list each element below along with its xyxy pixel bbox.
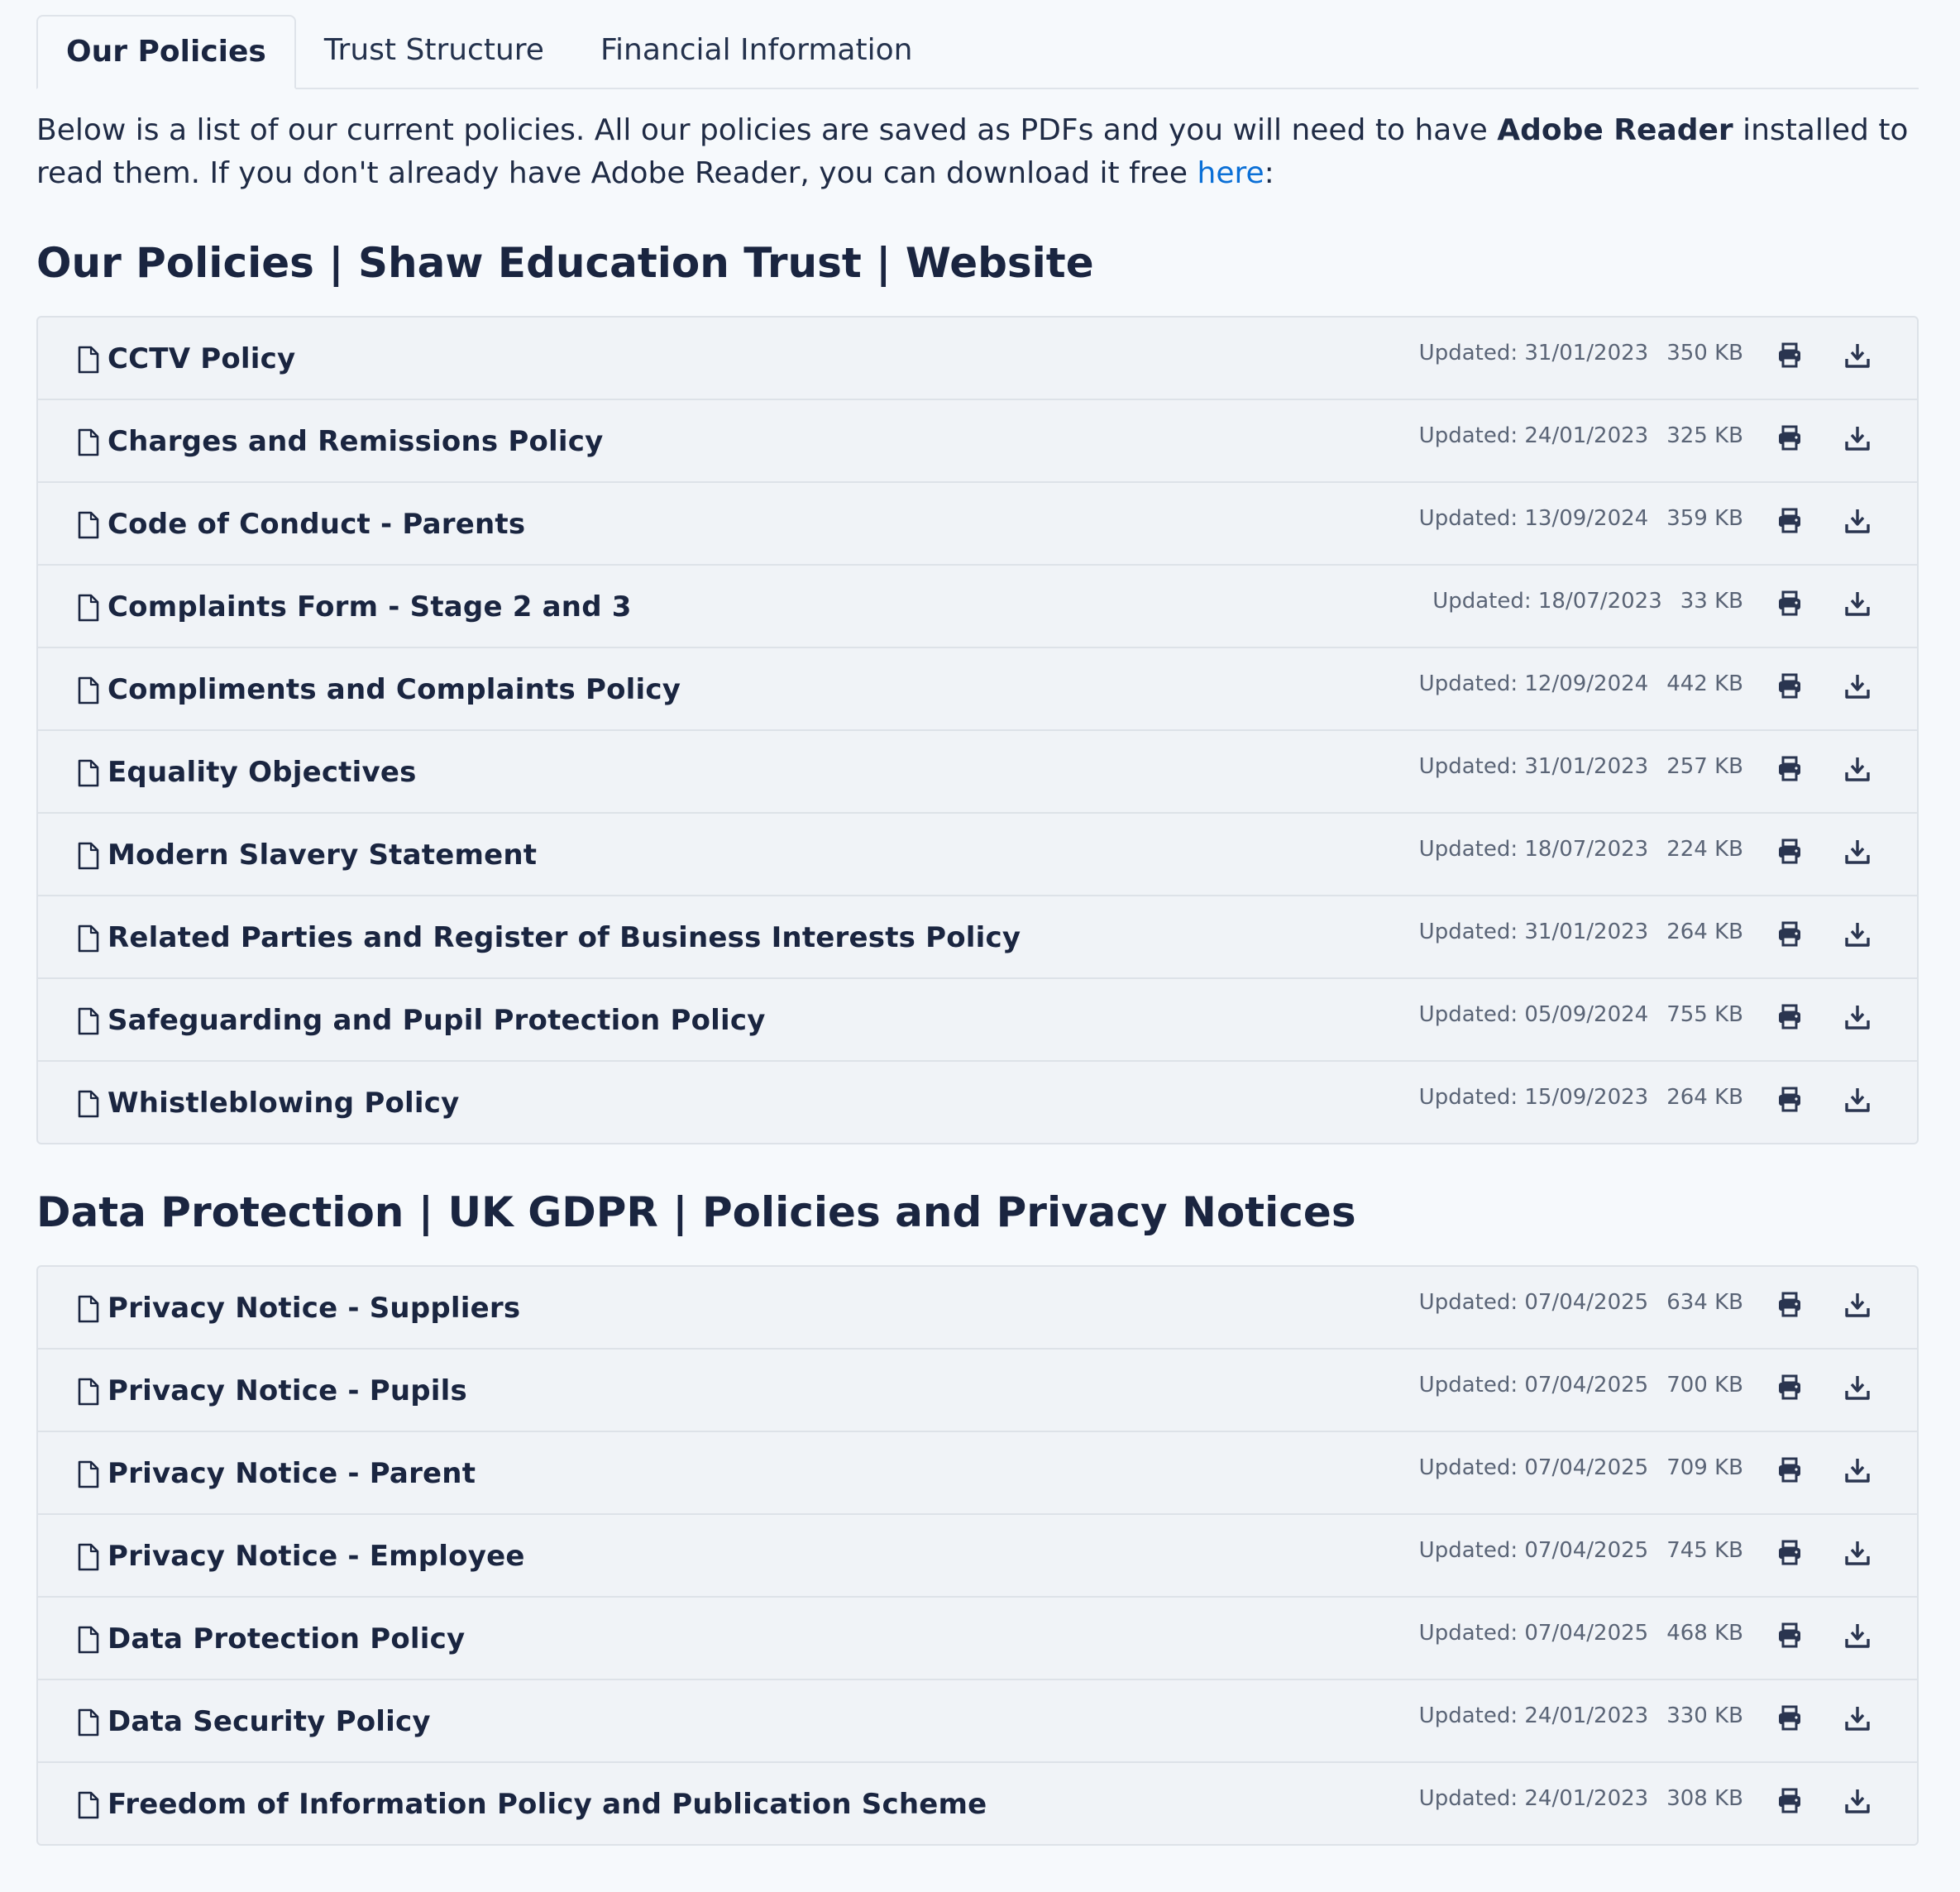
policy-title[interactable]: Whistleblowing Policy bbox=[108, 1087, 460, 1120]
policy-meta bbox=[1419, 1287, 1743, 1318]
tab-financial-information[interactable]: Financial Information bbox=[600, 33, 913, 67]
policy-row[interactable] bbox=[38, 648, 1917, 731]
updated-date: Updated: 18/07/2023 bbox=[1418, 837, 1649, 862]
tab-bar bbox=[36, 15, 1919, 89]
policy-row[interactable] bbox=[38, 1062, 1917, 1143]
policy-row[interactable] bbox=[38, 318, 1917, 400]
section-heading: Our Policies | Shaw Education Trust | Website bbox=[36, 239, 1094, 287]
updated-date: Updated: 31/01/2023 bbox=[1418, 754, 1649, 779]
printer-icon[interactable] bbox=[1775, 754, 1805, 784]
file-icon bbox=[78, 428, 99, 456]
file-size: 257 KB bbox=[1666, 754, 1743, 779]
file-size: 359 KB bbox=[1666, 506, 1743, 531]
download-icon[interactable] bbox=[1843, 1455, 1872, 1485]
policy-row[interactable] bbox=[38, 1515, 1917, 1598]
file-size: 634 KB bbox=[1666, 1290, 1743, 1315]
download-icon[interactable] bbox=[1843, 754, 1872, 784]
printer-icon[interactable] bbox=[1775, 423, 1805, 453]
policy-row[interactable] bbox=[38, 483, 1917, 566]
updated-date: Updated: 18/07/2023 bbox=[1432, 589, 1662, 614]
policy-meta bbox=[1419, 420, 1743, 452]
file-icon bbox=[78, 1460, 99, 1488]
file-icon bbox=[78, 1708, 99, 1737]
file-icon bbox=[78, 842, 99, 870]
printer-icon[interactable] bbox=[1775, 1002, 1805, 1032]
policy-meta bbox=[1419, 1452, 1743, 1484]
tab-our-policies[interactable]: Our Policies bbox=[36, 15, 296, 89]
page bbox=[36, 15, 1919, 1846]
file-icon bbox=[78, 511, 99, 539]
section-heading: Data Protection | UK GDPR | Policies and Privacy Notices bbox=[36, 1188, 1356, 1236]
policy-title[interactable]: Complaints Form - Stage 2 and 3 bbox=[108, 590, 632, 624]
printer-icon[interactable] bbox=[1775, 837, 1805, 867]
download-icon[interactable] bbox=[1843, 1786, 1872, 1816]
policy-title[interactable]: CCTV Policy bbox=[108, 342, 296, 375]
policy-meta bbox=[1419, 337, 1743, 369]
policy-row[interactable] bbox=[38, 1432, 1917, 1515]
policy-row[interactable] bbox=[38, 979, 1917, 1062]
policy-meta bbox=[1419, 503, 1743, 534]
updated-date: Updated: 13/09/2024 bbox=[1418, 506, 1649, 531]
download-icon[interactable] bbox=[1843, 920, 1872, 949]
file-size: 755 KB bbox=[1666, 1002, 1743, 1027]
policy-meta bbox=[1419, 1783, 1743, 1814]
download-icon[interactable] bbox=[1843, 506, 1872, 536]
policy-row[interactable] bbox=[38, 1763, 1917, 1844]
file-size: 700 KB bbox=[1666, 1373, 1743, 1398]
file-icon bbox=[78, 1007, 99, 1035]
policy-title[interactable]: Related Parties and Register of Business Interests Policy bbox=[108, 921, 1021, 954]
policy-meta bbox=[1432, 585, 1743, 617]
printer-icon[interactable] bbox=[1775, 506, 1805, 536]
file-size: 264 KB bbox=[1666, 920, 1743, 944]
updated-date: Updated: 07/04/2025 bbox=[1418, 1455, 1649, 1480]
file-size: 264 KB bbox=[1666, 1085, 1743, 1110]
policy-row[interactable] bbox=[38, 896, 1917, 979]
policy-sections bbox=[36, 236, 1919, 1846]
download-icon[interactable] bbox=[1843, 589, 1872, 619]
file-size: 330 KB bbox=[1666, 1703, 1743, 1728]
file-icon bbox=[78, 594, 99, 622]
printer-icon[interactable] bbox=[1775, 1085, 1805, 1115]
download-icon[interactable] bbox=[1843, 423, 1872, 453]
download-icon[interactable] bbox=[1843, 1703, 1872, 1733]
policy-meta bbox=[1419, 751, 1743, 782]
file-size: 709 KB bbox=[1666, 1455, 1743, 1480]
file-icon bbox=[78, 346, 99, 374]
printer-icon[interactable] bbox=[1775, 671, 1805, 701]
updated-date: Updated: 05/09/2024 bbox=[1418, 1002, 1649, 1027]
intro-text: Below is a list of our current policies. All our policies are saved as PDFs and you will need to have Adobe Reader installed to read them. If you don't already have Adobe Reader, you can download it free here: bbox=[36, 113, 1909, 190]
policy-list bbox=[36, 316, 1919, 1144]
download-icon[interactable] bbox=[1843, 1373, 1872, 1402]
file-icon bbox=[78, 759, 99, 787]
policy-meta bbox=[1419, 1700, 1743, 1732]
download-icon[interactable] bbox=[1843, 1621, 1872, 1651]
file-icon bbox=[78, 1543, 99, 1571]
updated-date: Updated: 24/01/2023 bbox=[1418, 1786, 1649, 1811]
policy-title[interactable]: Safeguarding and Pupil Protection Policy bbox=[108, 1004, 766, 1037]
updated-date: Updated: 07/04/2025 bbox=[1418, 1621, 1649, 1646]
printer-icon[interactable] bbox=[1775, 1373, 1805, 1402]
policy-meta bbox=[1419, 668, 1743, 700]
policy-title[interactable]: Code of Conduct - Parents bbox=[108, 508, 526, 541]
file-size: 442 KB bbox=[1666, 671, 1743, 696]
file-icon bbox=[78, 1378, 99, 1406]
download-icon[interactable] bbox=[1843, 341, 1872, 370]
policy-row[interactable] bbox=[38, 1350, 1917, 1432]
download-icon[interactable] bbox=[1843, 1538, 1872, 1568]
printer-icon[interactable] bbox=[1775, 1455, 1805, 1485]
file-size: 308 KB bbox=[1666, 1786, 1743, 1811]
policy-meta bbox=[1419, 916, 1743, 948]
updated-date: Updated: 24/01/2023 bbox=[1418, 1703, 1649, 1728]
policy-meta bbox=[1419, 999, 1743, 1030]
policy-title[interactable]: Data Protection Policy bbox=[108, 1622, 466, 1656]
printer-icon[interactable] bbox=[1775, 1538, 1805, 1568]
updated-date: Updated: 15/09/2023 bbox=[1418, 1085, 1649, 1110]
file-size: 325 KB bbox=[1666, 423, 1743, 448]
policy-row[interactable] bbox=[38, 1680, 1917, 1763]
file-icon bbox=[78, 676, 99, 705]
printer-icon[interactable] bbox=[1775, 1703, 1805, 1733]
download-icon[interactable] bbox=[1843, 1290, 1872, 1320]
policy-row[interactable] bbox=[38, 814, 1917, 896]
adobe-reader-bold: Adobe Reader bbox=[1497, 113, 1733, 147]
updated-date: Updated: 31/01/2023 bbox=[1418, 920, 1649, 944]
policy-meta bbox=[1419, 1535, 1743, 1566]
file-icon bbox=[78, 924, 99, 953]
file-icon bbox=[78, 1295, 99, 1323]
policy-title[interactable]: Privacy Notice - Parent bbox=[108, 1457, 476, 1490]
updated-date: Updated: 07/04/2025 bbox=[1418, 1290, 1649, 1315]
file-icon bbox=[78, 1791, 99, 1819]
download-icon[interactable] bbox=[1843, 1002, 1872, 1032]
printer-icon[interactable] bbox=[1775, 341, 1805, 370]
policy-row[interactable] bbox=[38, 400, 1917, 483]
tab-trust-structure[interactable]: Trust Structure bbox=[323, 33, 544, 67]
policy-title[interactable]: Equality Objectives bbox=[108, 756, 417, 789]
download-icon[interactable] bbox=[1843, 1085, 1872, 1115]
policy-title[interactable]: Privacy Notice - Employee bbox=[108, 1540, 525, 1573]
policy-title[interactable]: Freedom of Information Policy and Publication Scheme bbox=[108, 1788, 987, 1821]
policy-meta bbox=[1419, 1369, 1743, 1401]
printer-icon[interactable] bbox=[1775, 920, 1805, 949]
policy-title[interactable]: Data Security Policy bbox=[108, 1705, 431, 1738]
file-icon bbox=[78, 1090, 99, 1118]
file-size: 33 KB bbox=[1680, 589, 1743, 614]
policy-title[interactable]: Privacy Notice - Pupils bbox=[108, 1374, 467, 1407]
download-here-link[interactable]: here bbox=[1197, 156, 1264, 190]
printer-icon[interactable] bbox=[1775, 1621, 1805, 1651]
policy-list bbox=[36, 1265, 1919, 1846]
updated-date: Updated: 31/01/2023 bbox=[1418, 341, 1649, 366]
printer-icon[interactable] bbox=[1775, 1786, 1805, 1816]
policy-row[interactable] bbox=[38, 1267, 1917, 1350]
download-icon[interactable] bbox=[1843, 837, 1872, 867]
updated-date: Updated: 07/04/2025 bbox=[1418, 1373, 1649, 1398]
policy-title[interactable]: Privacy Notice - Suppliers bbox=[108, 1292, 521, 1325]
policy-meta bbox=[1419, 1082, 1743, 1113]
policy-row[interactable] bbox=[38, 1598, 1917, 1680]
updated-date: Updated: 24/01/2023 bbox=[1418, 423, 1649, 448]
policy-row[interactable] bbox=[38, 731, 1917, 814]
updated-date: Updated: 07/04/2025 bbox=[1418, 1538, 1649, 1563]
policy-meta bbox=[1419, 1617, 1743, 1649]
updated-date: Updated: 12/09/2024 bbox=[1418, 671, 1649, 696]
file-size: 224 KB bbox=[1666, 837, 1743, 862]
policy-title[interactable]: Compliments and Complaints Policy bbox=[108, 673, 681, 706]
policy-row[interactable] bbox=[38, 566, 1917, 648]
file-size: 350 KB bbox=[1666, 341, 1743, 366]
file-size: 745 KB bbox=[1666, 1538, 1743, 1563]
printer-icon[interactable] bbox=[1775, 1290, 1805, 1320]
printer-icon[interactable] bbox=[1775, 589, 1805, 619]
download-icon[interactable] bbox=[1843, 671, 1872, 701]
policy-title[interactable]: Modern Slavery Statement bbox=[108, 838, 538, 872]
policy-meta bbox=[1419, 834, 1743, 865]
policy-title[interactable]: Charges and Remissions Policy bbox=[108, 425, 604, 458]
file-size: 468 KB bbox=[1666, 1621, 1743, 1646]
file-icon bbox=[78, 1626, 99, 1654]
